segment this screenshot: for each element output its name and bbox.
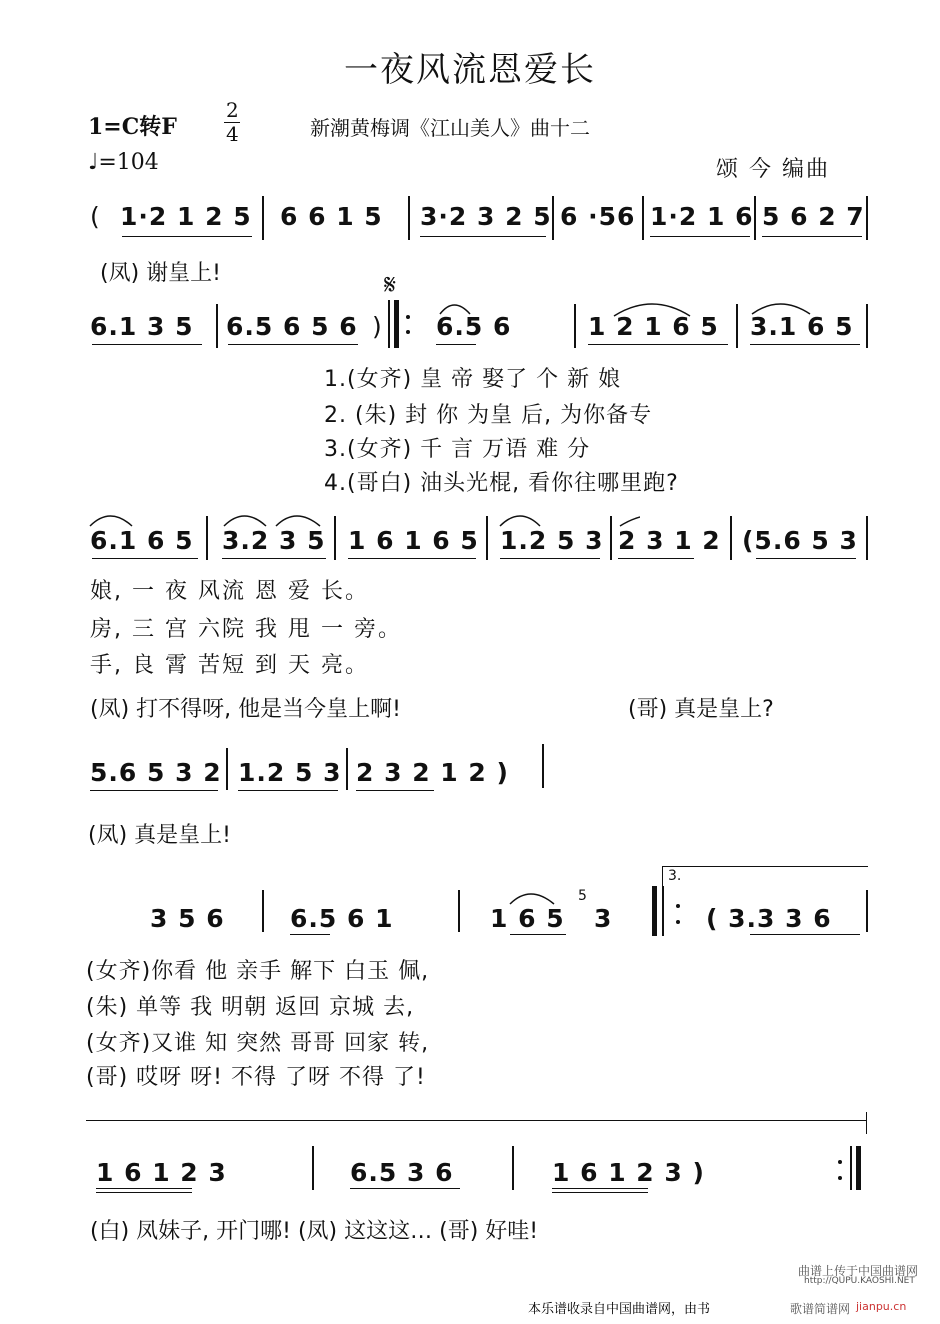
speech-line: (凤) 打不得呀, 他是当今皇上啊! [90, 697, 401, 722]
measure-1-6: 5 6 2 7 [762, 202, 865, 231]
barline [216, 304, 218, 348]
underline [96, 1192, 192, 1193]
lyric-verse-1-b: (女齐)你看 他 亲手 解下 白玉 佩, [86, 959, 430, 984]
volta-number: 3. [668, 868, 682, 884]
measure-3-5: 2 3 1 2 [618, 526, 721, 555]
close-paren: ) [372, 312, 383, 341]
measure-2-5: 3.1 6 5 [750, 312, 854, 341]
underline [762, 236, 862, 237]
repeat-dot [838, 1160, 842, 1164]
grace-note: 5 [578, 888, 587, 904]
time-signature-bottom: 4 [226, 122, 239, 146]
barline [642, 196, 644, 240]
measure-3-2: 3.2 3 5 [222, 526, 326, 555]
subtitle: 新潮黄梅调《江山美人》曲十二 [310, 116, 590, 140]
slur-marks [80, 502, 640, 532]
barline [866, 516, 868, 560]
measure-4-2: 1.2 5 3 [238, 758, 342, 787]
speech-line: (白) 凤妹子, 开门哪! (凤) 这这这… (哥) 好哇! [90, 1219, 539, 1244]
barline [542, 744, 544, 788]
repeat-dot [406, 315, 410, 319]
measure-2-3: 6.5 6 [436, 312, 512, 341]
measure-5-3: 1 6 5 [490, 904, 565, 933]
volta-bracket [662, 866, 663, 886]
underline [228, 344, 358, 345]
barline [866, 196, 868, 240]
repeat-dot [676, 920, 680, 924]
repeat-barline-thin [388, 300, 390, 348]
lyric-verse-4: 4.(哥白) 油头光棍, 看你往哪里跑? [324, 471, 679, 496]
underline [750, 344, 860, 345]
barline [262, 890, 264, 932]
underline [510, 934, 566, 935]
measure-3-6: (5.6 5 3 [742, 526, 858, 555]
barline [312, 1146, 314, 1190]
measure-2-4: 1 2 1 6 5 [588, 312, 719, 341]
underline [238, 790, 338, 791]
repeat-barline-thick [394, 300, 399, 348]
composer-credit: 颂 今 编曲 [716, 157, 830, 182]
volta-bracket [866, 1112, 867, 1134]
measure-3-1: 6.1 6 5 [90, 526, 194, 555]
source-url: http://QUPU.KAOSHI.NET [804, 1276, 915, 1286]
volta-bracket [662, 866, 868, 867]
underline [552, 1192, 648, 1193]
underline [350, 1188, 460, 1189]
barline [262, 196, 264, 240]
measure-1-1: 1·2 1 2 5 [120, 202, 252, 231]
lyric-verse-2: 2. (朱) 封 你 为皇 后, 为你备专 [324, 403, 653, 428]
slur-marks [480, 880, 580, 910]
lyric-verse-2-cont: 房, 三 宫 六院 我 甩 一 旁。 [90, 617, 402, 642]
repeat-barline-thin [662, 886, 664, 936]
volta-bracket [86, 1120, 866, 1121]
measure-1-3: 3·2 3 2 5 [420, 202, 552, 231]
slur-marks [430, 292, 890, 322]
measure-2-1: 6.1 3 5 [90, 312, 194, 341]
measure-1-5: 1·2 1 6 [650, 202, 754, 231]
measure-1-2: 6 6 1 5 [280, 202, 383, 231]
page-title: 一夜风流恩爱长 [344, 50, 596, 90]
underline [348, 558, 476, 559]
lyric-verse-4-b: (哥) 哎呀 呀! 不得 了呀 不得 了! [86, 1065, 426, 1090]
measure-6-1: 1 6 1 2 3 [96, 1158, 227, 1187]
measure-6-2: 6.5 3 6 [350, 1158, 454, 1187]
repeat-barline-thin [850, 1146, 852, 1190]
underline [436, 344, 476, 345]
underline [420, 236, 546, 237]
underline [500, 558, 600, 559]
barline [512, 1146, 514, 1190]
lyric-verse-3: 3.(女齐) 千 言 万语 难 分 [324, 437, 591, 462]
underline [588, 344, 728, 345]
measure-2-2: 6.5 6 5 6 [226, 312, 358, 341]
underline [750, 934, 860, 935]
underline [122, 236, 252, 237]
segno-sign: 𝄋 [384, 268, 397, 301]
barline [226, 748, 228, 790]
repeat-dot [838, 1176, 842, 1180]
measure-5-1: 3 5 6 [150, 904, 225, 933]
underline [90, 790, 218, 791]
key-signature: 1=C转F [88, 114, 177, 140]
barline [346, 748, 348, 790]
measure-6-3: 1 6 1 2 3 ) [552, 1158, 705, 1187]
lyric-verse-2-b: (朱) 单等 我 明朝 返回 京城 去, [86, 995, 415, 1020]
measure-3-4: 1.2 5 3 [500, 526, 604, 555]
repeat-dot [406, 330, 410, 334]
underline [756, 558, 856, 559]
measure-3-3: 1 6 1 6 5 [348, 526, 479, 555]
barline [552, 196, 554, 240]
speech-line: (凤) 真是皇上! [88, 823, 231, 848]
measure-1-4: 6 ·56 [560, 202, 636, 231]
underline [222, 558, 326, 559]
time-signature-top: 2 [226, 98, 239, 122]
speech-line: (凤) 谢皇上! [100, 261, 221, 286]
barline [458, 890, 460, 932]
underline [552, 1188, 648, 1189]
underline [356, 790, 434, 791]
repeat-barline-thick [856, 1146, 861, 1190]
measure-5-4: ( 3.3 3 6 [706, 904, 832, 933]
lyric-verse-3-b: (女齐)又谁 知 突然 哥哥 回家 转, [86, 1031, 430, 1056]
lyric-verse-3-cont: 手, 良 霄 苦短 到 天 亮。 [90, 653, 369, 678]
repeat-barline-thick [652, 886, 657, 936]
barline [408, 196, 410, 240]
upload-note: 曲谱上传于中国曲谱网 [798, 1264, 919, 1278]
site-watermark: jianpu.cn [856, 1300, 907, 1313]
corner-watermark: 歌谱简谱网 [790, 1302, 851, 1316]
tempo-mark: ♩=104 [88, 150, 159, 175]
underline [650, 236, 750, 237]
underline [92, 558, 198, 559]
barline [866, 890, 868, 932]
speech-line: (哥) 真是皇上? [628, 697, 774, 722]
source-note: 本乐谱收录自中国曲谱网，由书 [528, 1302, 711, 1317]
underline [618, 558, 694, 559]
repeat-open-paren: ( [90, 202, 101, 231]
measure-4-1: 5.6 5 3 2 [90, 758, 222, 787]
repeat-dot [676, 904, 680, 908]
measure-4-3: 2 3 2 1 2 ) [356, 758, 509, 787]
barline [754, 196, 756, 240]
lyric-verse-1-cont: 娘, 一 夜 风流 恩 爱 长。 [90, 579, 369, 604]
lyric-verse-1: 1.(女齐) 皇 帝 娶了 个 新 娘 [324, 367, 622, 392]
underline [290, 934, 330, 935]
measure-5-3b: 3 [594, 904, 613, 933]
barline [730, 516, 732, 560]
underline [92, 344, 202, 345]
measure-5-2: 6.5 6 1 [290, 904, 394, 933]
underline [96, 1188, 192, 1189]
